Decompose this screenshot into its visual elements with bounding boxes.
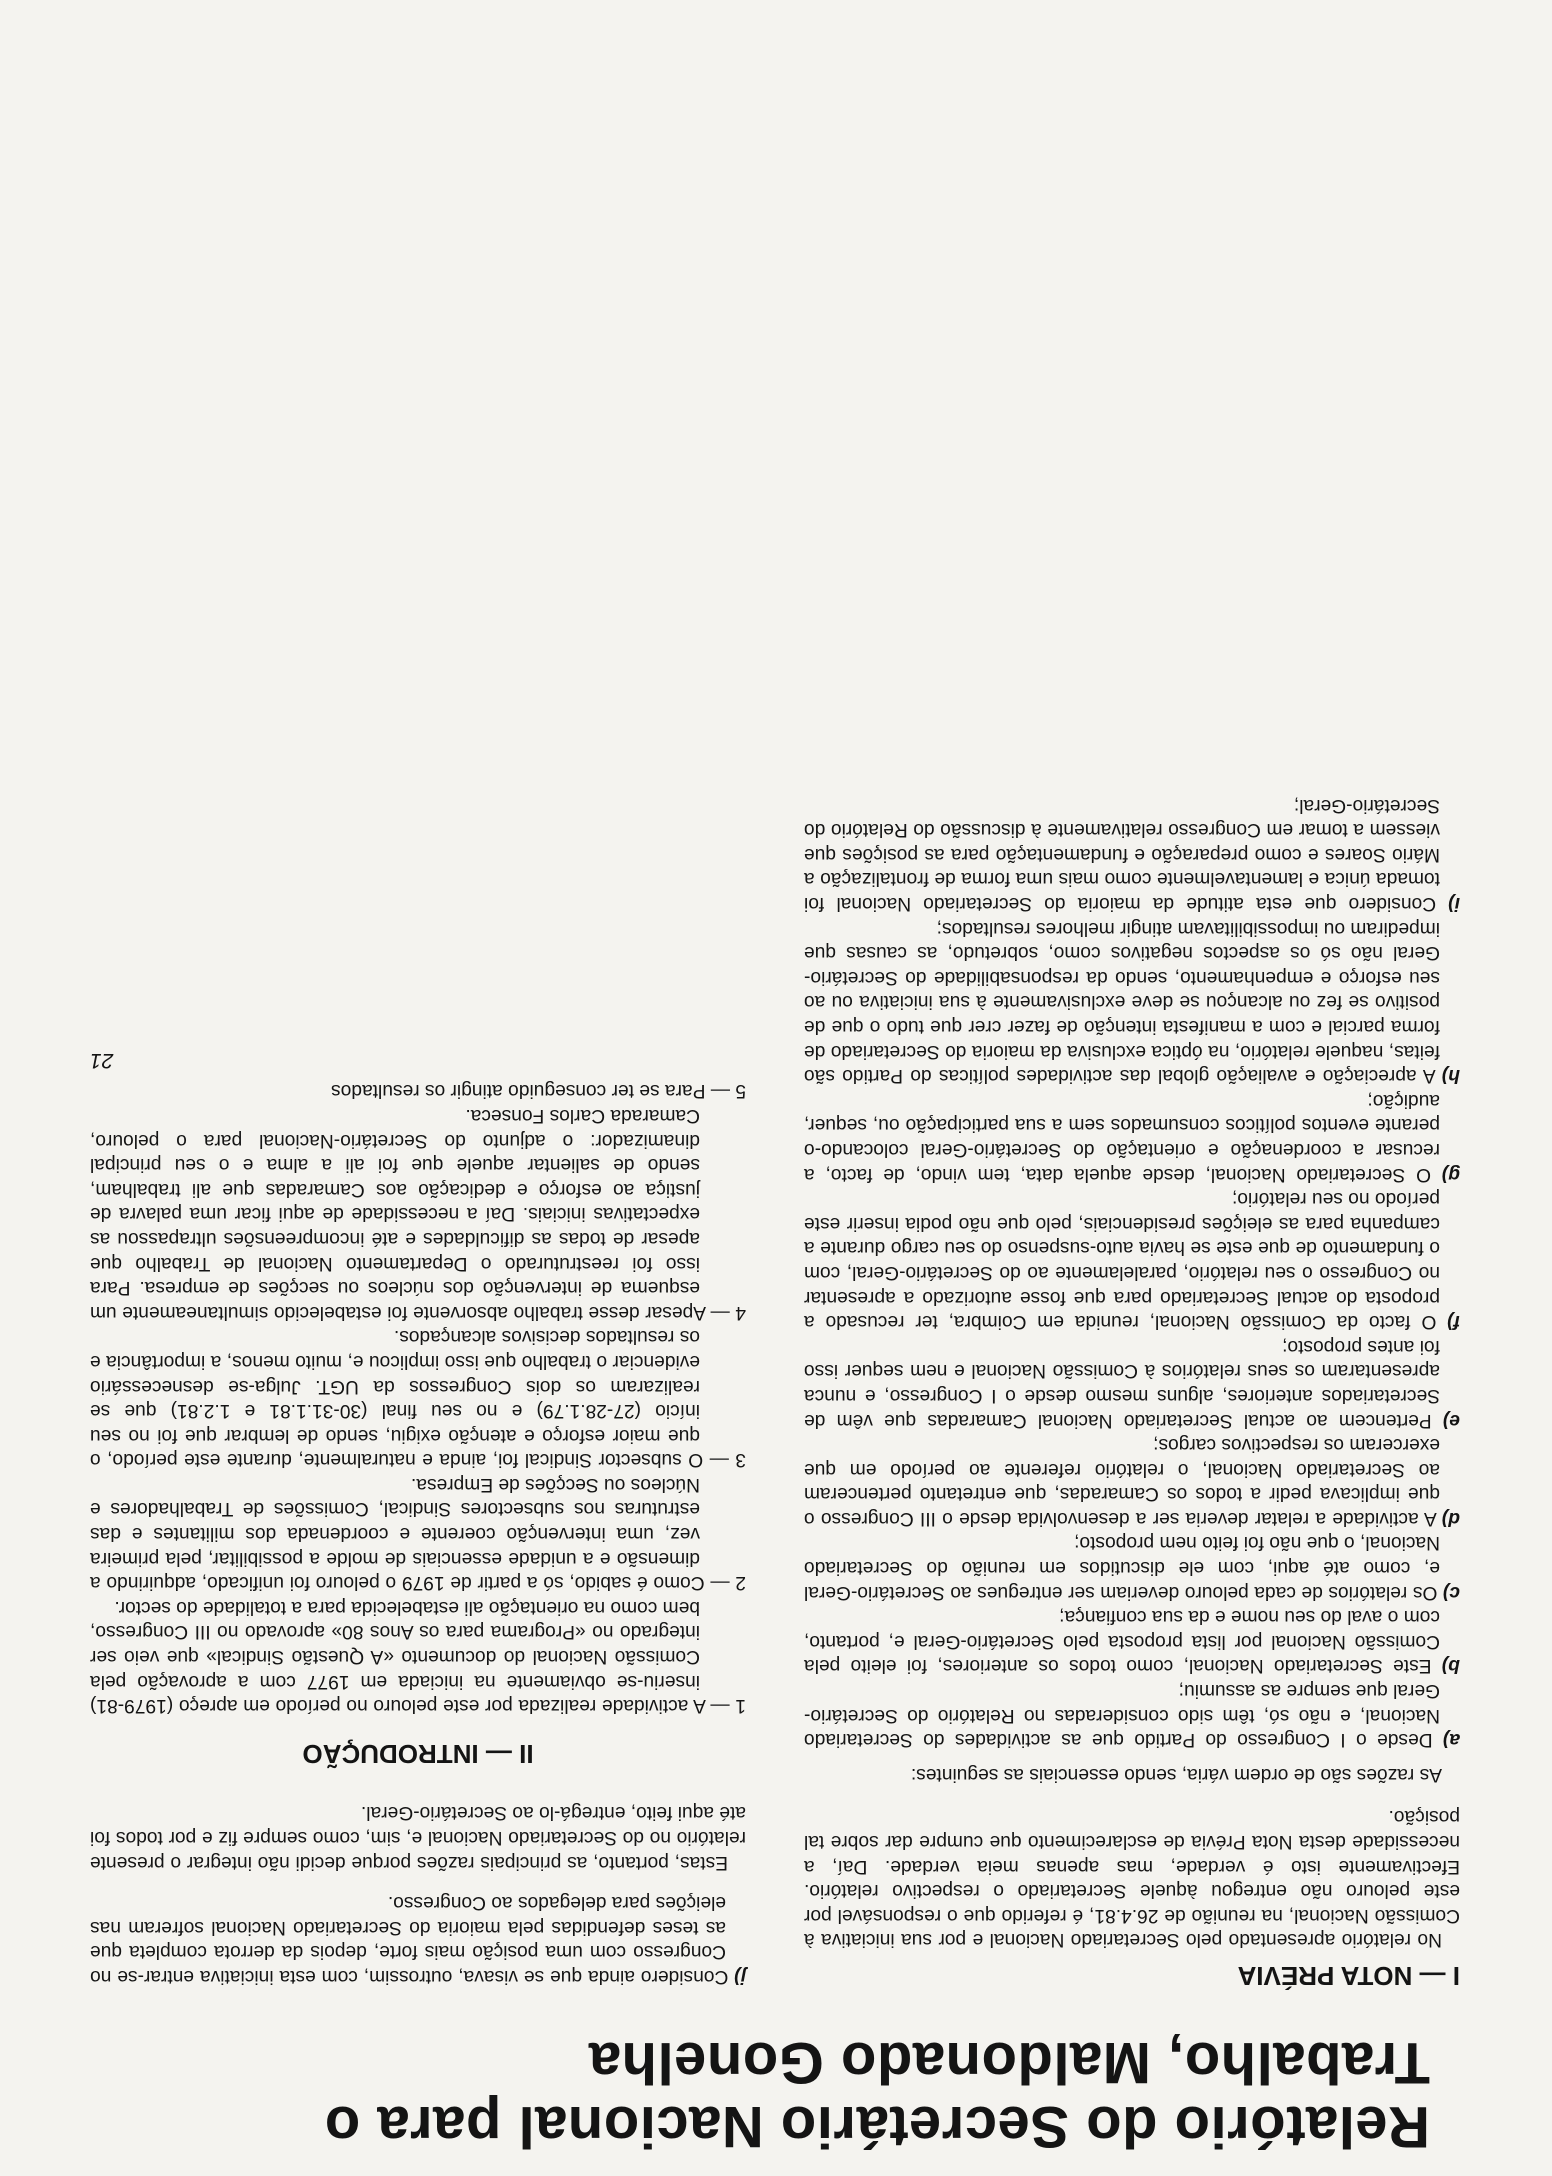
reason-text: A apreciação e avaliação global das actividades políticas do Partido são feitas, naquele relatório, na óptica exclusiva da maioria do Secretariado de forma parcial e com a manifesta intenção de fazer crer que tudo o que de positivo se fez ou alcançou se deve exclusivamente à sua iniciativa ou ao seu esforço e empenhamento, sendo da responsabilidade do Secretário-Geral não só os aspectos negativos como, sobretudo, as causas que impediram ou impossibilitavam atingir melhores resultados;	[804, 917, 1440, 1087]
reason-item	[804, 1604, 1460, 1678]
item-text: O subsector Sindical foi, ainda e naturalmente, durante este período, o que maior esforço e atenção exigiu, sendo de lembrar que foi no seu início (27-28.1.79) e no seu final (30-31.1.81 e 1.2.81) que se realizaram os dois Congressos da UGT. Julga-se desnecessário evidenciar o trabalho que isso implicou e, muito menos, a importância e os resultados decisivos alcançados.	[90, 1326, 704, 1471]
columns	[90, 792, 1460, 1991]
item-number: 4 —	[710, 1301, 746, 1323]
reason-item	[804, 1530, 1460, 1604]
item-number: 1 —	[710, 1695, 746, 1717]
section-heading-introducao: II — INTRODUÇÃO	[302, 1738, 534, 1769]
reason-label: b)	[1441, 1655, 1460, 1677]
item-text: A actividade realizada por este pelouro no período em apreço (1979-81) inseriu-se obviamente na iniciada em 1977 com a aprovação pela Comissão Nacional do documento «A Questão Sindical» que veio ser integrado no «Programa para os Anos 80» aprovado no III Congresso, bem como na orientação ali estabelecida para a totalidade do sector.	[90, 1596, 706, 1717]
document-title: Relatório do Secretário Nacional para o Trabalho, Maldonado Gonelha	[324, 2030, 1430, 2159]
reason-label: g)	[1441, 1163, 1460, 1185]
reason-item	[804, 915, 1460, 1087]
reason-label: j)	[734, 1966, 746, 1987]
numbered-item	[90, 1102, 746, 1323]
numbered-item	[90, 1594, 746, 1717]
item-number: 3 —	[709, 1449, 746, 1471]
intro-paragraph: No relatório apresentado pelo Secretariado Nacional e por sua iniciativa à Comissão Nacional, na reunião de 26.4.81, é referido que o responsável por este pelouro não entregou àquele Secretariado o respectivo relatório. Efectivamente isto é verdade, mas apenas meia verdade. Daí, a necessidade desta Nota Prévia de esclarecimento que cumpre dar sobre tal posição.	[804, 1806, 1460, 1951]
section-heading-nota-previa: I — NOTA PRÉVIA	[1237, 1961, 1460, 1991]
item-text: Para se ter conseguido atingir os resultados	[331, 1080, 706, 1102]
reason-text: Pertencem ao actual Secretariado Nacional Camaradas que vêm de Secretariados anteriores, alguns mesmo desde o I Congresso, e nunca apresentaram os seus relatórios à Comissão Nacional e nem sequer isso foi antes proposto;	[804, 1335, 1440, 1431]
reason-text: Este Secretariado Nacional, como todos os anteriores, foi eleito pela Comissão Nacional por lista proposta pelo Secretário-Geral e, portanto, com o aval do seu nome e da sua confiança;	[804, 1606, 1440, 1677]
reason-item	[90, 1890, 746, 1988]
reason-label: a)	[1442, 1729, 1460, 1751]
numbered-item	[90, 1078, 746, 1103]
reason-text: O facto da Comissão Nacional, reunida em Coimbra, ter recusado a proposta do actual Secretariado para que fosse autorizado a apresentar no Congresso o seu relatório, paralelamente ao do Secretário-Geral, com o fundamento de que este se havia auto-suspenso do seu cargo durante a campanha para as eleições presidenciais, pelo que não podia inserir este período no seu relatório;	[804, 1188, 1440, 1333]
reason-label: e)	[1442, 1409, 1460, 1431]
reason-item	[804, 1333, 1460, 1431]
numbered-item	[90, 1471, 746, 1594]
reason-item	[804, 792, 1460, 915]
reason-text: Os relatórios de cada pelouro deveriam ser entregues ao Secretário-Geral e, como até aqui, com ele discutidos em reunião do Secretariado Nacional, o que não foi feito nem proposto;	[804, 1532, 1440, 1603]
column-left	[804, 792, 1460, 1991]
reason-label: d)	[1441, 1507, 1460, 1529]
reason-text: O Secretariado Nacional, desde aquela data, tem vindo, de facto, a recusar a coordenação e orientação do Secretário-Geral colocando-o perante eventos políticos consumados sem a sua participação ou, sequer, audição;	[804, 1089, 1440, 1185]
reason-item	[804, 1677, 1460, 1751]
reasons-lead: As razões são de ordem vária, sendo essenciais as seguintes:	[910, 1763, 1442, 1785]
reason-label: i)	[1448, 893, 1460, 915]
item-text: Apesar desse trabalho absorvente foi estabelecido simultaneamente um esquema de intervenção dos núcleos ou secções de empresa. Para isso foi reestruturado o Departamento Nacional de Trabalho que apesar de todas as dificuldades e até incompreensões ultrapassou as expectativas iniciais. Daí a necessidade de aqui ficar uma palavra de justiça ao esforço e dedicação aos Camaradas que ali trabalham, sendo de salientar aquele que foi ali a alma e o seu principal dinamizador: o adjunto do Secretário-Nacional para o pelouro, Camarada Carlos Fonseca.	[90, 1105, 707, 1323]
reason-text: Desde o I Congresso do Partido que as actividades do Secretariado Nacional, e não só, têm sido consideradas no Relatório do Secretário-Geral que sempre as assumiu;	[804, 1680, 1440, 1751]
item-number: 5 —	[710, 1080, 746, 1102]
reason-label: f)	[1447, 1311, 1460, 1333]
item-text: Como é sabido, só a partir de 1979 o pelouro foi unificado, adquirindo a dimensão e a unidade essenciais de molde a possibilitar, pela primeira vez, uma intervenção coerente e coordenada dos militantes e das estruturas nos subsectores Sindical, Comissões de Trabalhadores e Núcleos ou Secções de Empresa.	[90, 1473, 705, 1594]
closing-paragraph: Estas, portanto, as principais razões porque decidi não integrar o presente relatório no do Secretariado Nacional e, sim, como sempre fiz e por todos foi até aqui feito, entregá-lo ao Secretário-Geral.	[90, 1802, 746, 1873]
reason-text: A actividade a relatar deveria ser a desenvolvida desde o III Congresso o que implicava pedir a todos os Camaradas, que entretanto pertenceram ao Secretariado Nacional, o relatório referente ao período em que exerceram os respectivos cargos;	[804, 1434, 1440, 1529]
reason-text: Considero ainda que se visava, outrossim, com esta iniciativa entrar-se no Congresso com uma posição mais forte, depois da derrota completa que as teses defendidas pela maioria do Secretariado Nacional sofreram nas eleições para delegados ao Congresso.	[90, 1892, 729, 1987]
item-number: 2 —	[710, 1572, 746, 1594]
page-number: 21	[90, 1048, 114, 1072]
reason-text: Considero que esta atitude da maioria do Secretariado Nacional foi tomada única e lamentavelmente como mais uma forma de frontalização a Mário Soares e como preparação e fundamentação para as posições que viessem a tomar em Congresso relativamente à discussão do Relatório do Secretário-Geral;	[804, 794, 1440, 915]
reason-item	[804, 1186, 1460, 1334]
reason-label: c)	[1442, 1581, 1460, 1603]
column-right	[90, 792, 746, 1988]
reason-label: h)	[1441, 1065, 1460, 1087]
numbered-item	[90, 1324, 746, 1472]
reason-item	[804, 1432, 1460, 1530]
reason-item	[804, 1087, 1460, 1185]
